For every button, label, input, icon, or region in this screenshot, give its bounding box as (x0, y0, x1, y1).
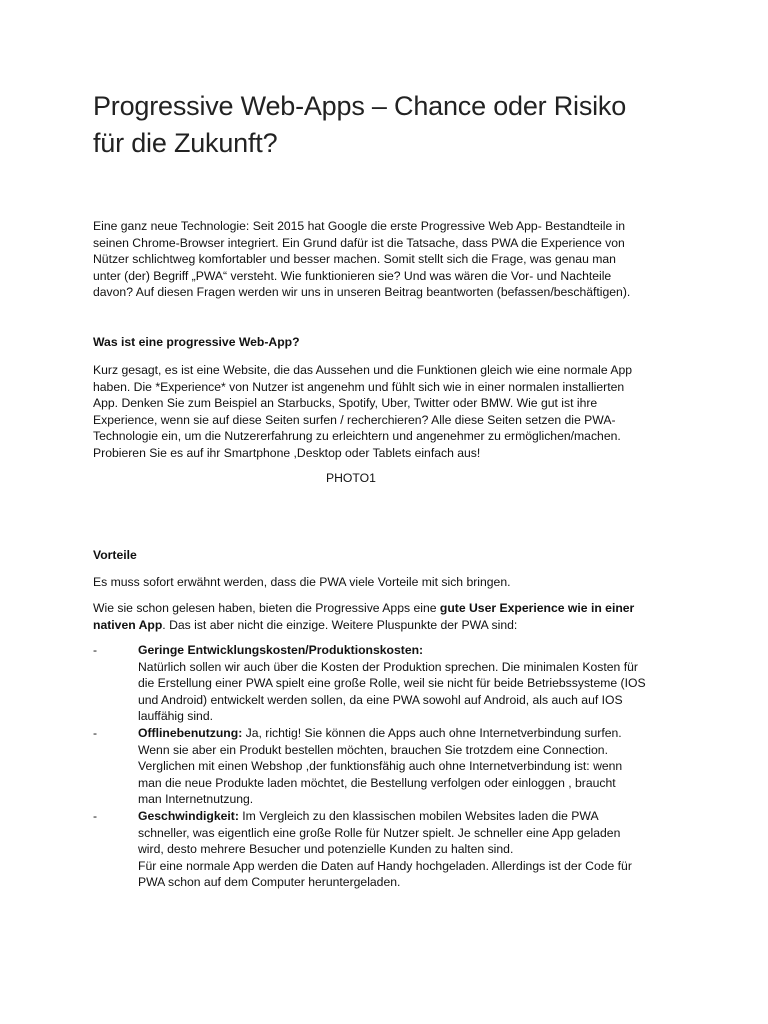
text-line: Natürlich sollen wir auch über die Kosten der Produktion sprechen. Die minimalen Kosten für (138, 659, 638, 674)
page-title (93, 88, 713, 162)
text-line: Technologie ein, um die Nutzererfahrung zu erleichtern und angenehmer zu ermöglichen/machen. (93, 429, 621, 444)
text-line: Experience, wenn sie auf diese Seiten surfen / recherchieren? Alle diese Seiten setzen die PWA- (93, 412, 616, 427)
text-line: haben. Die *Experience* von Nutzer ist angenehm und fühlt sich wie in einer normalen installierten (93, 379, 625, 394)
section-heading: Was ist eine progressive Web-App? (93, 335, 300, 349)
text-line: davon? Auf diesen Fragen werden wir uns in unseren Beitrag beantworten (befassen/beschäftigen). (93, 285, 631, 300)
text-line: seinen Chrome-Browser integriert. Ein Grund dafür ist die Tatsache, dass PWA die Experience von (93, 235, 625, 250)
bullet-dash: - (93, 643, 98, 657)
pluspunkte-paragraph (93, 600, 693, 633)
text-line: Geschwindigkeit: Im Vergleich zu den klassischen mobilen Websites laden die PWA (138, 808, 599, 823)
intro-paragraph (93, 218, 693, 301)
definition-paragraph (93, 362, 693, 462)
text-line: Probieren Sie es auf ihr Smartphone ,Desktop oder Tablets einfach aus! (93, 445, 481, 460)
text-line: Wenn sie aber ein Produkt bestellen möchten, brauchen Sie trotzdem eine Connection. (138, 742, 608, 757)
text-line: Offlinebenutzung: Ja, richtig! Sie können die Apps auch ohne Internetverbindung surfen. (138, 725, 622, 740)
bullet-dash: - (93, 808, 98, 823)
text-line: die Erstellung einer PWA spielt eine große Rolle, weil sie nicht für beide Betriebssysteme (IOS (138, 676, 646, 691)
text-line: Kurz gesagt, es ist eine Website, die das Aussehen und die Funktionen gleich wie eine normale App (93, 363, 633, 377)
list-item (93, 642, 693, 725)
text-line: man Internetnutzung. (138, 792, 254, 807)
list-item (93, 808, 693, 891)
text-line: Geringe Entwicklungskosten/Produktionskosten: (138, 643, 424, 657)
text-line: und Android) entwickelt werden sollen, da eine PWA sowohl auf Android, als auch auf IOS (138, 692, 623, 707)
advantages-list (93, 642, 693, 891)
photo-placeholder: PHOTO1 (326, 471, 376, 485)
title-line: für die Zukunft? (93, 128, 278, 158)
text-line: wird, desto mehrere Besucher und potenzielle Kunden zu halten sind. (138, 842, 514, 857)
text-line: PWA schon auf dem Computer heruntergeladen. (138, 875, 401, 890)
text-line: lauffähig sind. (138, 709, 213, 724)
bullet-dash: - (93, 725, 98, 740)
list-item (93, 725, 693, 808)
text-line: unter (der) Begriff „PWA“ versteht. Wie funktionieren sie? Und was wären die Vor- und Nachteile (93, 268, 612, 283)
text-line: Nützer schlichtweg komfortabler und besser machen. Somit stellt sich die Frage, was genau man (93, 252, 616, 267)
text-line: App. Denken Sie zum Beispiel an Starbucks, Spotify, Uber, Twitter oder BMW. Wie gut ist ihre (93, 396, 598, 411)
text-line: schneller, was eigentlich eine große Rolle für Nutzer spielt. Je schneller eine App geladen (138, 825, 621, 840)
vorteile-heading: Vorteile (93, 548, 137, 562)
text-line: man die neue Produkte laden möchtet, die Bestellung verfolgen oder einloggen , braucht (138, 775, 616, 790)
text-line: Für eine normale App werden die Daten auf Handy hochgeladen. Allerdings ist der Code für (138, 858, 632, 873)
text-line: Eine ganz neue Technologie: Seit 2015 hat Google die erste Progressive Web App- Bestandteile in (93, 219, 626, 233)
vorteile-intro: Es muss sofort erwähnt werden, dass die PWA viele Vorteile mit sich bringen. (93, 575, 511, 589)
text-line: nativen App. Das ist aber nicht die einzige. Weitere Pluspunkte der PWA sind: (93, 617, 518, 632)
title-line: Progressive Web-Apps – Chance oder Risiko (93, 91, 627, 121)
text-line: Wie sie schon gelesen haben, bieten die Progressive Apps eine gute User Experience wie in einer (93, 601, 635, 615)
text-line: Verglichen mit einen Webshop ,der funktionsfähig auch ohne Internetverbindung ist: wenn (138, 759, 623, 774)
